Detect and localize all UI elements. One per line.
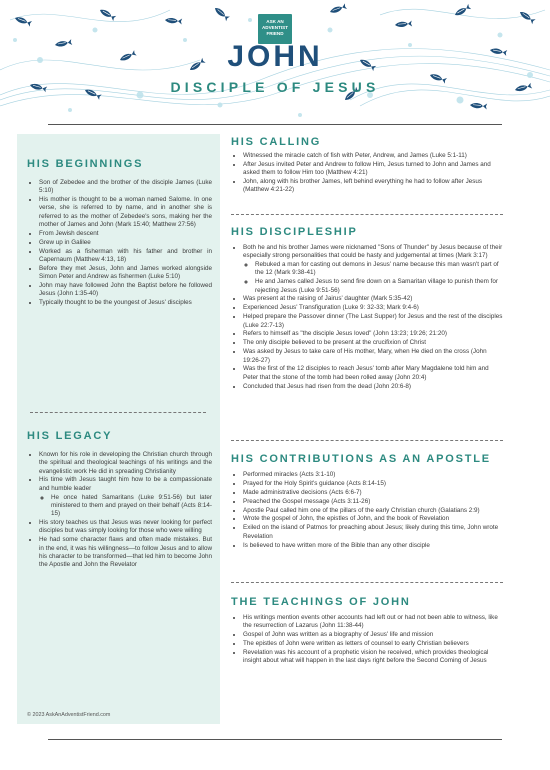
section-divider bbox=[30, 412, 206, 413]
list-item-text: Concluded that Jesus had risen from the dead (John 20:6-8) bbox=[243, 382, 412, 390]
list-item-text: Was the first of the 12 disciples to reach Jesus' tomb after Mary Magdalene told him and Peter that the stone of the tomb had been rolled away (John 20:4) bbox=[243, 365, 489, 381]
list-item-text: After Jesus invited Peter and Andrew to follow Him, Jesus turned to John and James and asked them to follow Him too (Matthew 4:21) bbox=[243, 160, 491, 177]
bullet-list bbox=[231, 152, 504, 195]
list-item-text: His time with Jesus taught him how to be a compassionate and humble leader bbox=[39, 476, 212, 492]
section-contributions bbox=[231, 453, 504, 550]
list-item-text: Revelation was his account of a prophetic vision he received, which provides theological insight about what will happen in the last days right before the Second Coming of Jesus bbox=[243, 648, 489, 665]
list-item-text: His writings mention events other accounts had left out or had not been able to witness, like the resurrection of Lazarus (John 11:38-44) bbox=[243, 614, 498, 630]
list-item bbox=[39, 476, 212, 518]
section-divider bbox=[231, 582, 503, 583]
list-item bbox=[243, 178, 504, 195]
list-item bbox=[243, 313, 504, 330]
list-item-text: He had some character flaws and often made mistakes. But in the end, it was his willingness—to follow Jesus and to allow his character to be transformed—that led him to become John the Apostle and John the Revelator bbox=[39, 536, 212, 569]
list-item bbox=[39, 248, 212, 265]
list-item bbox=[243, 471, 504, 479]
logo-line: ADVENTIST bbox=[261, 25, 289, 30]
list-item bbox=[39, 179, 212, 196]
list-item bbox=[243, 507, 504, 515]
section-heading: HIS LEGACY bbox=[27, 430, 113, 442]
list-item bbox=[39, 536, 212, 569]
list-item-text: Son of Zebedee and the brother of the disciple James (Luke 5:10) bbox=[39, 179, 212, 195]
section-heading: HIS CONTRIBUTIONS AS AN APOSTLE bbox=[231, 453, 491, 465]
list-item-text: John may have followed John the Baptist before he followed Jesus (John 1:35-40) bbox=[39, 282, 212, 298]
list-item-text: Worked as a fisherman with his father and brother in Capernaum (Matthew 4:13, 18) bbox=[39, 247, 212, 264]
bottom-rule bbox=[48, 739, 502, 740]
section-heading: HIS CALLING bbox=[231, 136, 322, 148]
list-item bbox=[243, 295, 504, 303]
list-item-text: Known for his role in developing the Christian church through the spiritual and theological teachings of his writings and the evangelistic work He did in spreading Christianity bbox=[39, 451, 212, 475]
sub-list-item: ◦ He and James called Jesus to send fire down on a Samaritan village to punish them for rejecting Jesus (Luke 9:51-56) bbox=[255, 278, 504, 295]
sub-bullet-list bbox=[243, 261, 504, 295]
list-item bbox=[243, 542, 504, 550]
list-item bbox=[39, 196, 212, 229]
list-item bbox=[243, 244, 504, 295]
section-heading: THE TEACHINGS OF JOHN bbox=[231, 596, 411, 608]
bullet-list bbox=[231, 614, 504, 666]
list-item-text: Before they met Jesus, John and James worked alongside Simon Peter and Andrew as fishermen (Luke 5:10) bbox=[39, 264, 212, 281]
list-item-text: Grew up in Galilee bbox=[39, 238, 91, 246]
list-item bbox=[243, 524, 504, 541]
top-rule bbox=[48, 124, 502, 125]
list-item-text: Witnessed the miracle catch of fish with Peter, Andrew, and James (Luke 5:1-11) bbox=[243, 152, 467, 159]
list-item bbox=[243, 614, 504, 631]
list-item bbox=[243, 383, 504, 391]
logo-line: FRIEND bbox=[266, 31, 284, 36]
list-item-text: Made administrative decisions (Acts 6:6-7) bbox=[243, 488, 362, 496]
list-item bbox=[39, 451, 212, 476]
list-item bbox=[243, 339, 504, 347]
list-item bbox=[39, 265, 212, 282]
sub-list-item: ◦ He once hated Samaritans (Luke 9:51-56) but later ministered to them and prayed on their behalf (Acts 8:14-15) bbox=[51, 494, 212, 519]
header-banner bbox=[0, 0, 550, 125]
section-heading: HIS BEGINNINGS bbox=[27, 158, 144, 170]
list-item-text: Both he and his brother James were nicknamed "Sons of Thunder" by Jesus because of their especially strong personalities that could be hasty and judgemental at times (Mark 3:17) bbox=[243, 244, 503, 260]
list-item-text: Typically thought to be the youngest of Jesus' disciples bbox=[39, 299, 192, 307]
list-item bbox=[243, 649, 504, 666]
section-calling bbox=[231, 136, 504, 195]
list-item-text: Experienced Jesus' Transfiguration (Luke 9: 32-33; Mark 9:4-6) bbox=[243, 304, 419, 312]
list-item-text: Helped prepare the Passover dinner (The Last Supper) for Jesus and the rest of the disciples (Luke 22:7-13) bbox=[243, 313, 503, 329]
copyright-notice: © 2023 AskAnAdventistFriend.com bbox=[27, 712, 111, 718]
list-item-text: From Jewish descent bbox=[39, 229, 99, 237]
list-item-text: His story teaches us that Jesus was never looking for perfect disciples but was simply looking for those who were willing bbox=[39, 519, 212, 535]
list-item-text: The epistles of John were written as letters of counsel to early Christian believers bbox=[243, 640, 469, 648]
section-discipleship bbox=[231, 226, 504, 391]
list-item-text: Was asked by Jesus to take care of His mother, Mary, when He died on the cross (John 19:26-27) bbox=[243, 348, 487, 364]
section-heading: HIS DISCIPLESHIP bbox=[231, 226, 358, 238]
page-subtitle: DISCIPLE OF JESUS bbox=[170, 79, 380, 95]
list-item-text: The only disciple believed to be present at the crucifixion of Christ bbox=[243, 339, 427, 347]
list-item-text: Preached the Gospel message (Acts 3:11-26) bbox=[243, 497, 371, 505]
list-item-text: Performed miracles (Acts 3:1-10) bbox=[243, 471, 336, 478]
list-item bbox=[243, 161, 504, 178]
list-item bbox=[243, 348, 504, 365]
bullet-list bbox=[27, 451, 212, 569]
list-item bbox=[243, 304, 504, 312]
list-item-text: Is believed to have written more of the Bible than any other disciple bbox=[243, 541, 430, 549]
list-item bbox=[243, 640, 504, 648]
list-item bbox=[243, 152, 504, 160]
bullet-list bbox=[231, 471, 504, 550]
list-item bbox=[243, 515, 504, 523]
list-item-text: John, along with his brother James, left behind everything he had to follow after Jesus (Matthew 4:21-22) bbox=[243, 178, 483, 194]
list-item-text: Gospel of John was written as a biography of Jesus' life and mission bbox=[243, 631, 434, 639]
sub-bullet-list bbox=[39, 494, 212, 519]
list-item-text: Wrote the gospel of John, the epistles of John, and the book of Revelation bbox=[243, 515, 450, 523]
list-item bbox=[39, 239, 212, 247]
list-item-text: Refers to himself as "the disciple Jesus loved" (John 13:23; 19:26; 21:20) bbox=[243, 330, 447, 338]
list-item bbox=[243, 330, 504, 338]
section-beginnings bbox=[27, 158, 212, 308]
list-item bbox=[39, 299, 212, 307]
list-item bbox=[243, 498, 504, 506]
list-item bbox=[243, 480, 504, 488]
bullet-list bbox=[27, 179, 212, 308]
page-title: JOHN bbox=[227, 40, 323, 73]
list-item bbox=[39, 230, 212, 238]
section-legacy bbox=[27, 430, 212, 570]
list-item bbox=[39, 519, 212, 536]
list-item bbox=[39, 282, 212, 299]
list-item bbox=[243, 489, 504, 497]
list-item-text: His mother is thought to be a woman named Salome. In one verse, she is referred to by name, and in another she is referred to as the mother of Zebedee's sons, making her the mother of James and John (Mark 15:40; Matthew 27:56) bbox=[39, 196, 212, 229]
list-item-text: Exiled on the island of Patmos for preaching about Jesus; likely during this time, John wrote Revelation bbox=[243, 524, 499, 540]
section-divider bbox=[231, 214, 503, 215]
list-item-text: Apostle Paul called him one of the pillars of the early Christian church (Galatians 2:9) bbox=[243, 506, 480, 514]
list-item bbox=[243, 365, 504, 382]
section-teachings bbox=[231, 596, 504, 666]
bullet-list bbox=[231, 244, 504, 391]
list-item-text: Prayed for the Holy Spirit's guidance (Acts 8:14-15) bbox=[243, 479, 386, 487]
logo-line: ASK AN bbox=[266, 19, 284, 24]
list-item-text: Was present at the raising of Jairus' daughter (Mark 5:35-42) bbox=[243, 295, 413, 303]
sub-list-item: ◦ Rebuked a man for casting out demons in Jesus' name because this man wasn't part of the 12 (Mark 9:38-41) bbox=[255, 261, 504, 278]
section-divider bbox=[231, 440, 503, 441]
list-item bbox=[243, 631, 504, 639]
